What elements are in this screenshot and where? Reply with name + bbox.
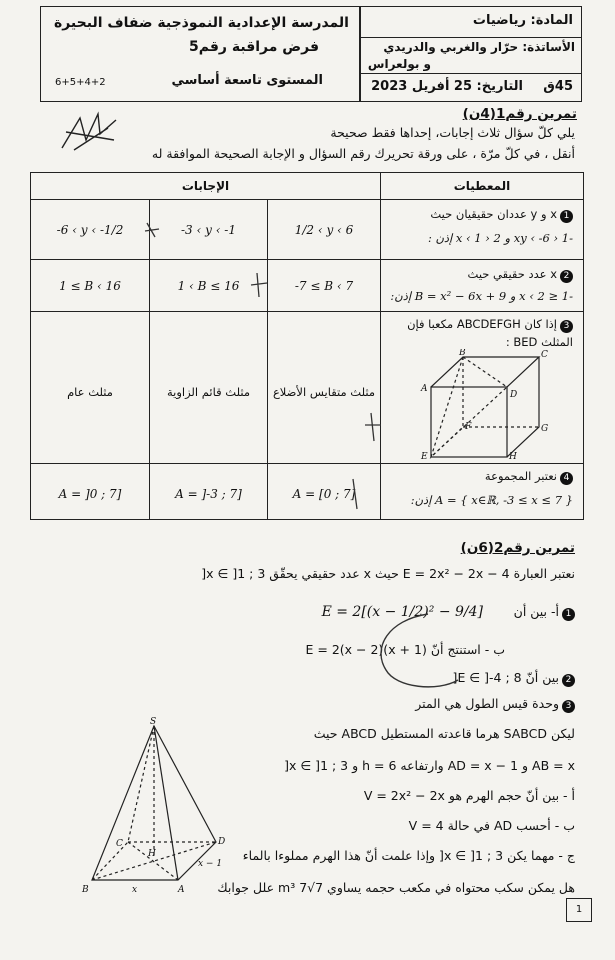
q1a-formula: E = 2[(x − 1/2)² − 9/4] (321, 604, 483, 620)
q1-line1: 1x و y عددان حقيقيان حيث (430, 207, 573, 223)
q2-line1: 2x عدد حقيقي حيث (468, 267, 573, 283)
header-answers: الإجابات (181, 179, 230, 193)
q3-answer2: مثلث قائم الزاوية (166, 385, 251, 399)
pyramid-label-s: S (150, 717, 157, 727)
cube-label-h: H (509, 452, 517, 461)
pyramid-label-d: D (218, 837, 226, 847)
cube-label-g: G (541, 424, 549, 434)
q2-answer2: 1 ‹ B ≤ 16 (177, 279, 240, 293)
pyramid-p3: أ - بين أنّ حجم الهرم هو V = 2x² − 2x (363, 788, 575, 803)
pyramid-label-c: C (116, 839, 123, 849)
q3-line1: 3إذا كان ABCDEFGH مكعبا فإن (407, 317, 573, 333)
q1-line2: -1 ‹ xy ‹ -6 و 2 ‹ x ‹ 1 إذن : (427, 231, 573, 245)
q4-answer2: A = ]-3 ; 7] (175, 487, 242, 501)
pyramid-p4: ب - أحسب AD في حالة V = 4 (408, 818, 575, 833)
pyramid-p2: AB = x و AD = x − 1 وارتفاعه h = 6 و x ∈ ]1 ; 3[ (284, 758, 575, 773)
q2-answer1: -7 ≤ B ‹ 7 (294, 279, 354, 293)
header-rule (359, 73, 581, 74)
exam-date: التاريخ: 25 أفريل 2023 (371, 79, 523, 94)
q4-line1: 4نعتبر المجموعة (485, 469, 573, 485)
cube-label-c: C (541, 350, 548, 360)
pyramid-p1: ليكن SABCD هرما قاعدته المستطيل ABCD حيث (313, 726, 575, 741)
cube-label-d: D (510, 390, 518, 400)
cube-label-f: F (465, 422, 472, 432)
q3-line2: المثلث BED : (505, 335, 573, 349)
q1a: 1أ- بين أن (514, 604, 575, 621)
school-name: المدرسة الإعدادية النموذجية ضفاف البحيرة (53, 15, 349, 31)
page-number: 1 (566, 898, 592, 922)
q4-line2: A = { x∈ℝ, -3 ≤ x ≤ 7 } إذن: (410, 493, 573, 507)
q4-answer3: A = ]0 ; 7] (58, 487, 122, 501)
header-divider (359, 7, 361, 101)
header-rule (359, 37, 581, 38)
pyramid-figure (70, 716, 240, 896)
cube-label-b: B (459, 349, 466, 358)
pyramid-label-h: H (148, 849, 156, 859)
q4-answer1: A = [0 ; 7] (292, 487, 356, 501)
exercise1-instruction1: يلي كلّ سؤال ثلاث إجابات، إحداها فقط صحيحة (330, 125, 575, 140)
teachers-line1: الأساتذة: حرّار والغربي والدريدي (383, 40, 575, 54)
exercise2-intro: نعتبر العبارة E = 2x² − 2x − 4 حيث x عدد حقيقي يحقّق x ∈ ]1 ; 3[ (201, 566, 575, 581)
pen-marks (31, 173, 583, 519)
level: المستوى تاسعة أساسي (171, 73, 323, 88)
exam-duration: 45ق (543, 79, 573, 94)
test-title: فرض مراقبة رقم5 (189, 39, 319, 55)
exercise1-title: تمرين رقم1(4ن) (462, 106, 577, 122)
exam-header (40, 6, 582, 102)
q1-answer1: 1/2 ‹ y ‹ 6 (294, 223, 354, 237)
q1-answer2: -3 ‹ y ‹ -1 (180, 223, 236, 237)
pen-loop (368, 608, 468, 694)
mcq-table (30, 172, 584, 520)
pyramid-p5: ج - مهما يكن x ∈ ]1 ; 3[ وإذا علمت أنّ هذا الهرم مملوءا بالماء (242, 848, 575, 863)
q3: 3وحدة قيس الطول هي المتر (415, 696, 575, 713)
q2: 2بين أنّ E ∈ ]-4 ; 8[ (453, 670, 575, 687)
exercise1-instruction2: أنقل ، في كلّ مرّة ، على ورقة تحريرك رقم السؤال و الإجابة الصحيحة الموافقة له (151, 146, 575, 161)
exercise2-title: تمرين رقم2(6ن) (460, 540, 575, 556)
pyramid-p6: هل يمكن سكب محتواه في مكعب حجمه يساوي 7√7 m³ علل جوابك (217, 880, 575, 895)
q2-answer3: 1 ≤ B ‹ 16 (59, 279, 121, 293)
cube-label-a: A (421, 384, 428, 394)
teacher-signature (56, 110, 126, 156)
pyramid-label-x-minus-1: x − 1 (198, 859, 223, 869)
teachers-line2: و بولعراس (367, 57, 431, 71)
pyramid-label-a: A (178, 885, 185, 895)
subject: المادة: رياضيات (472, 13, 573, 28)
pyramid-label-b: B (82, 885, 89, 895)
q3-answer3: مثلث عام (67, 385, 113, 399)
q3-answer1: مثلث متقايس الأضلاع (272, 385, 376, 399)
q1b: ب - استنتج أنّ E = 2(x − 2)(x + 1) (305, 642, 505, 657)
header-data: المعطيات (453, 179, 511, 193)
q2-line2: -1 ≤ x ‹ 2 و B = x² − 6x + 9 إذن: (390, 289, 573, 303)
pyramid-label-x: x (132, 885, 138, 895)
score-breakdown: 6+5+4+2 (55, 77, 106, 88)
q1-answer3: -6 ‹ y ‹ -1/2 (56, 223, 124, 237)
cube-label-e: E (421, 452, 428, 461)
